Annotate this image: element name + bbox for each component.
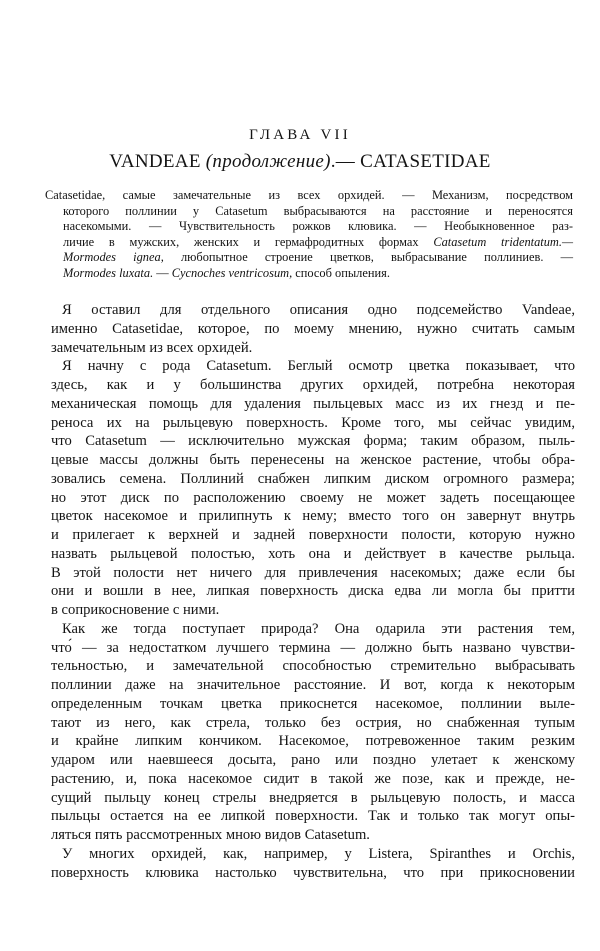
body-line: именно Catasetidae, которое, по моему мнению, нужно считать самым	[51, 320, 575, 337]
chapter-heading: ГЛАВА VII	[249, 127, 351, 143]
body-line: но этот диск по расположению своему не может задеть посещающее	[51, 489, 575, 506]
body-line: здесь, как и у большинства других орхидей, потребна некоторая	[51, 377, 575, 393]
summary-species: Mormodes luxata.	[63, 265, 154, 280]
chapter-title	[0, 151, 600, 173]
title-separator: .—	[330, 151, 361, 172]
body-line: в соприкосновение с ними.	[51, 602, 220, 618]
title-italic: (продолжение)	[205, 151, 331, 172]
body-line: замечательным из всех орхидей.	[51, 339, 253, 356]
body-text	[51, 301, 575, 882]
body-line: сущий пыльцу конец стрелы внедряется в рыльцевую полость, и масса	[51, 789, 575, 806]
body-line: определенным точкам цветка прикоснется насекомое, поллинии выле-	[51, 695, 575, 712]
summary-line	[45, 250, 573, 266]
summary-text: способ опыления.	[292, 265, 390, 280]
summary-line: насекомыми. — Чувствительность рожков клювика. — Необыкновенное раз-	[63, 219, 573, 234]
summary-species: Cycnoches ventricosum,	[171, 265, 293, 280]
body-line: ляться пять рассмотренных мною видов Catasetum.	[51, 827, 370, 843]
summary-text: —	[153, 265, 172, 280]
body-line: Как же тогда поступает природа? Она одарила эти растения тем,	[62, 620, 575, 637]
body-line: поллинии даже на значительное расстояние. И вот, когда к некоторым	[51, 677, 575, 693]
summary-line: Catasetidae, самые замечательные из всех орхидей. — Механизм, посредством	[45, 188, 573, 202]
body-line: назвать рыльцевой полостью, хоть она и действует в качестве рыльца.	[51, 545, 575, 562]
body-line: У многих орхидей, как, например, у Listera, Spiranthes и Orchis,	[62, 845, 575, 862]
body-line: цевые массы должны быть перенесены на женское растение, чтобы обра-	[51, 452, 575, 468]
body-line: поверхность клювика настолько чувствительна, что при прикосновении	[51, 864, 575, 881]
summary-line	[45, 266, 573, 282]
body-line: реноса их на рыльцевую поверхность. Кроме того, мы сейчас увидим,	[51, 414, 575, 431]
body-line: механическая помощь для удаления пыльцевых масс из их гнезд и пе-	[51, 395, 575, 412]
summary-text: любопытное строение цветков, выбрасывание поллиниев. —	[163, 250, 573, 265]
body-line: В этой полости нет ничего для привлечения насекомых; даже если бы	[51, 564, 575, 581]
body-line: цветок насекомое и прилипнуть к нему; вместо того он завернут внутрь	[51, 508, 575, 525]
body-line: и крайне липким кончиком. Насекомое, потревоженное таким резким	[51, 733, 575, 750]
title-main: VANDEAE	[109, 151, 201, 172]
body-line: Я начну с рода Catasetum. Беглый осмотр цветка показывает, что	[62, 358, 575, 375]
summary-line: которого поллинии у Catasetum выбрасываются на расстояние и переносятся	[63, 203, 573, 218]
body-line: что́ — за недостатком лучшего термина — должно быть названо чувстви-	[51, 639, 575, 656]
title-sub: CATASETIDAE	[360, 151, 491, 172]
body-line: тают из него, как стрела, только без острия, но снабженная тупым	[51, 714, 575, 731]
summary-line	[45, 235, 573, 251]
body-line: и прилегает к верхней и задней поверхности полости, которую нужно	[51, 527, 575, 543]
body-line: Я оставил для отдельного описания одно подсемейство Vandeae,	[62, 302, 575, 318]
body-line: что Catasetum — исключительно мужская форма; таким образом, пыль-	[51, 433, 575, 450]
summary-species: Mormodes ignea,	[63, 250, 164, 265]
summary-species: Catasetum tridentatum.—	[433, 234, 573, 249]
chapter-summary	[45, 188, 573, 282]
summary-text: личие в мужских, женских и гермафродитных формах	[63, 234, 434, 249]
body-line: растению, и, пока насекомое сидит в такой же позе, как и прежде, не-	[51, 770, 575, 787]
body-line: ударом или наевшееся досыта, рано или поздно улетает к женскому	[51, 752, 575, 768]
body-line: зовались семена. Поллиний снабжен липким диском огромного размера;	[51, 470, 575, 487]
body-line: пыльцы остается на ее липкой поверхности. Так и только так могут опы-	[51, 808, 575, 825]
body-line: тельностью, и замечательной способностью стремительно выбрасывать	[51, 658, 575, 675]
body-line: они и вошли в нее, липкая поверхность диска едва ли могла бы притти	[51, 583, 575, 600]
